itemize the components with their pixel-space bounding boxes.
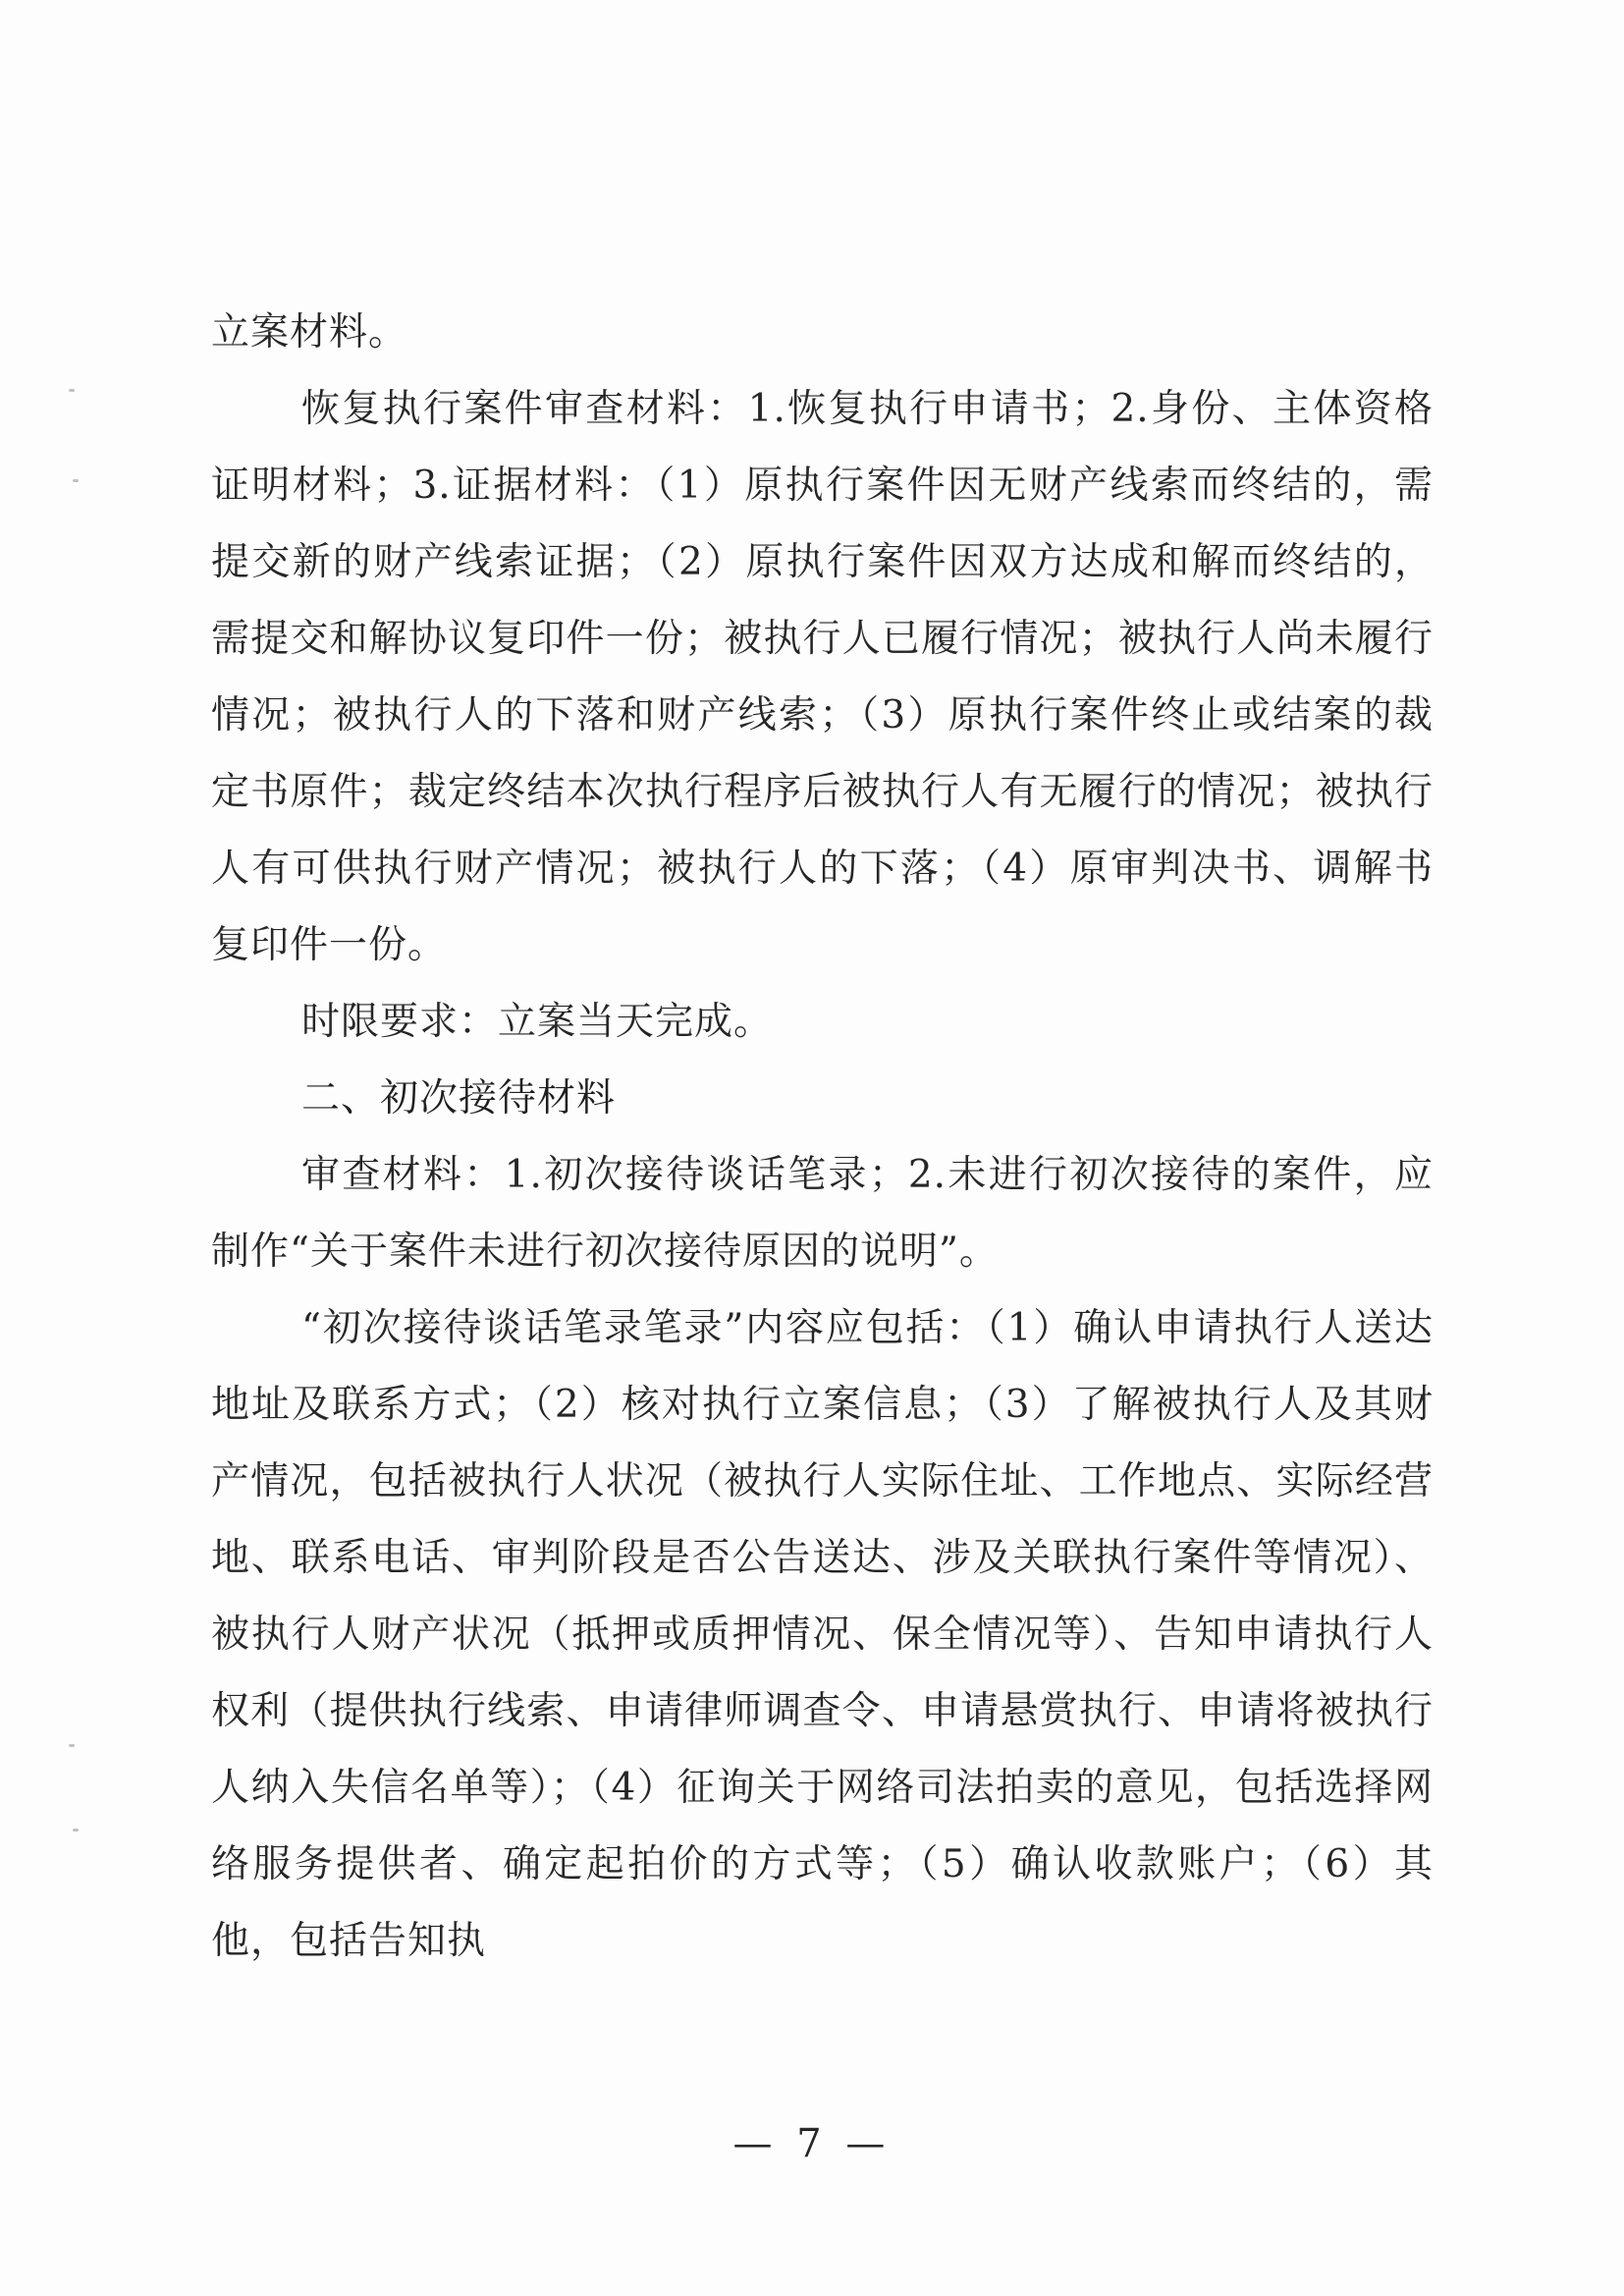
paragraph-interview-record: “初次接待谈话笔录笔录”内容应包括：（1）确认申请执行人送达地址及联系方式；（2）核对执行立案信息；（3）了解被执行人及其财产情况，包括被执行人状况（被执行人实际住址、工作地点、实际经营地、联系电话、审判阶段是否公告送达、涉及关联执行案件等情况）、被执行人财产状况（抵押或质押情况、保全情况等）、告知申请执行人权利（提供执行线索、申请律师调查令、申请悬赏执行、申请将被执行人纳入失信名单等）；（4）征询关于网络司法拍卖的意见，包括选择网络服务提供者、确定起拍价的方式等；（5）确认收款账户；（6）其他，包括告知执 [211,1306,1434,1963]
scan-speck [73,1829,79,1831]
scan-speck [69,389,75,392]
scan-speck [69,1744,75,1747]
scan-speck [73,479,79,482]
section-heading: 二、初次接待材料 [301,1076,617,1121]
body-text [211,295,1434,1980]
paragraph-continuation: 立案材料。 [211,310,408,355]
paragraph-review-materials: 审查材料：1.初次接待谈话笔录；2.未进行初次接待的案件，应制作“关于案件未进行初次接待原因的说明”。 [211,1153,1434,1274]
page-number: — 7 — [732,2121,892,2166]
paragraph-time-limit: 时限要求：立案当天完成。 [301,1000,774,1044]
paragraph-resume-execution-materials: 恢复执行案件审查材料：1.恢复执行申请书；2.身份、主体资格证明材料；3.证据材料：（1）原执行案件因无财产线索而终结的，需提交新的财产线索证据；（2）原执行案件因双方达成和解而终结的，需提交和解协议复印件一份；被执行人已履行情况；被执行人尚未履行情况；被执行人的下落和财产线索；（3）原执行案件终止或结案的裁定书原件；裁定终结本次执行程序后被执行人有无履行的情况；被执行人有可供执行财产情况；被执行人的下落；（4）原审判决书、调解书复印件一份。 [211,387,1434,967]
